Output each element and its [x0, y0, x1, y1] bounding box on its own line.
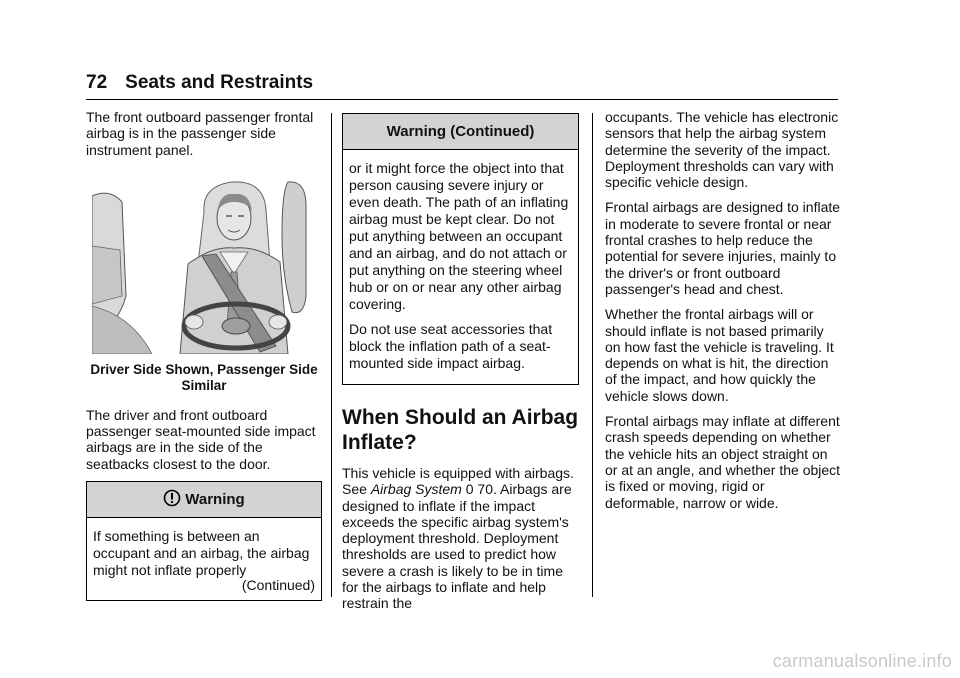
- crash-speeds-paragraph: Frontal airbags may inflate at different crash speeds depending on whether the vehicle hits an object straight on or at an angle, and whether the object is fixed or moving, rigid or deformable, narrow or wide.: [605, 413, 841, 511]
- warning-continued-text-1: or it might force the object into that person causing severe injury or even death. The path of an inflating airbag must be kept clear. Do not put anything between an occupant and an airbag, and do not attach or put anything on the steering wheel hub or on or near any other airbag covering.: [349, 160, 569, 312]
- watermark: carmanualsonline.info: [772, 651, 952, 671]
- warning-continued-box: [342, 113, 579, 385]
- warning-continued-title: Warning (Continued): [343, 114, 578, 150]
- driver-airbag-illustration: [92, 176, 316, 354]
- warning-box: [86, 481, 322, 601]
- frontal-airbags-paragraph: Frontal airbags are designed to inflate in moderate to severe frontal or near frontal crashes to help reduce the potential for severe injuries, mainly to the driver's or front outboard passenger's head and chest.: [605, 199, 841, 297]
- column-3: [605, 109, 841, 520]
- side-airbag-paragraph: The driver and front outboard passenger seat-mounted side impact airbags are in the side of the seatbacks closest to the door.: [86, 406, 316, 472]
- warning-text: If something is between an occupant and an airbag, the airbag might not inflate properly: [93, 528, 310, 579]
- column-2: [342, 113, 579, 621]
- warning-circle-icon: [163, 489, 181, 507]
- page-number: 72: [86, 72, 108, 93]
- text-before-ref: This vehicle is equipped with airbags. See: [342, 465, 574, 498]
- warning-title: Warning: [185, 491, 245, 509]
- airbag-system-link[interactable]: Airbag System: [370, 481, 462, 498]
- warning-title-bar: [87, 482, 321, 518]
- airbag-inflate-paragraph: [342, 465, 579, 612]
- text-after-ref: . Airbags are designed to inflate if the impact exceeds the specific airbag system's deployment threshold. Deployment thresholds are used to predict how severe a crash is likely to be in time for the airbags to inflate and help restrain the: [342, 481, 572, 612]
- warning-continued-body: [343, 150, 578, 384]
- warning-continued-text-2: Do not use seat accessories that block the inflation path of a seat-mounted side impact airbag.: [349, 321, 553, 371]
- continued-label: (Continued): [241, 577, 315, 594]
- column-1: [86, 109, 322, 601]
- section-heading: When Should an Airbag Inflate?: [342, 406, 579, 454]
- inflation-factors-paragraph: Whether the frontal airbags will or should inflate is not based primarily on how fast the vehicle is traveling. It depends on what is hit, the direction of the impact, and how quickly the vehicle slows down.: [605, 306, 834, 404]
- page-header: [86, 72, 313, 94]
- section-title: Seats and Restraints: [125, 72, 314, 93]
- column-divider-1: [331, 113, 332, 597]
- airbag-location-paragraph: The front outboard passenger frontal airbag is in the passenger side instrument panel.: [86, 109, 314, 158]
- column-divider-2: [592, 113, 593, 597]
- header-rule: [86, 99, 838, 100]
- warning-body: [87, 518, 321, 600]
- sensors-paragraph: occupants. The vehicle has electronic sensors that help the airbag system determine the severity of the impact. Deployment thresholds can vary with specific vehicle design.: [605, 109, 839, 191]
- figure-caption: Driver Side Shown, Passenger Side Similar: [90, 361, 318, 394]
- page-ref-link[interactable]: 0 70: [465, 481, 493, 498]
